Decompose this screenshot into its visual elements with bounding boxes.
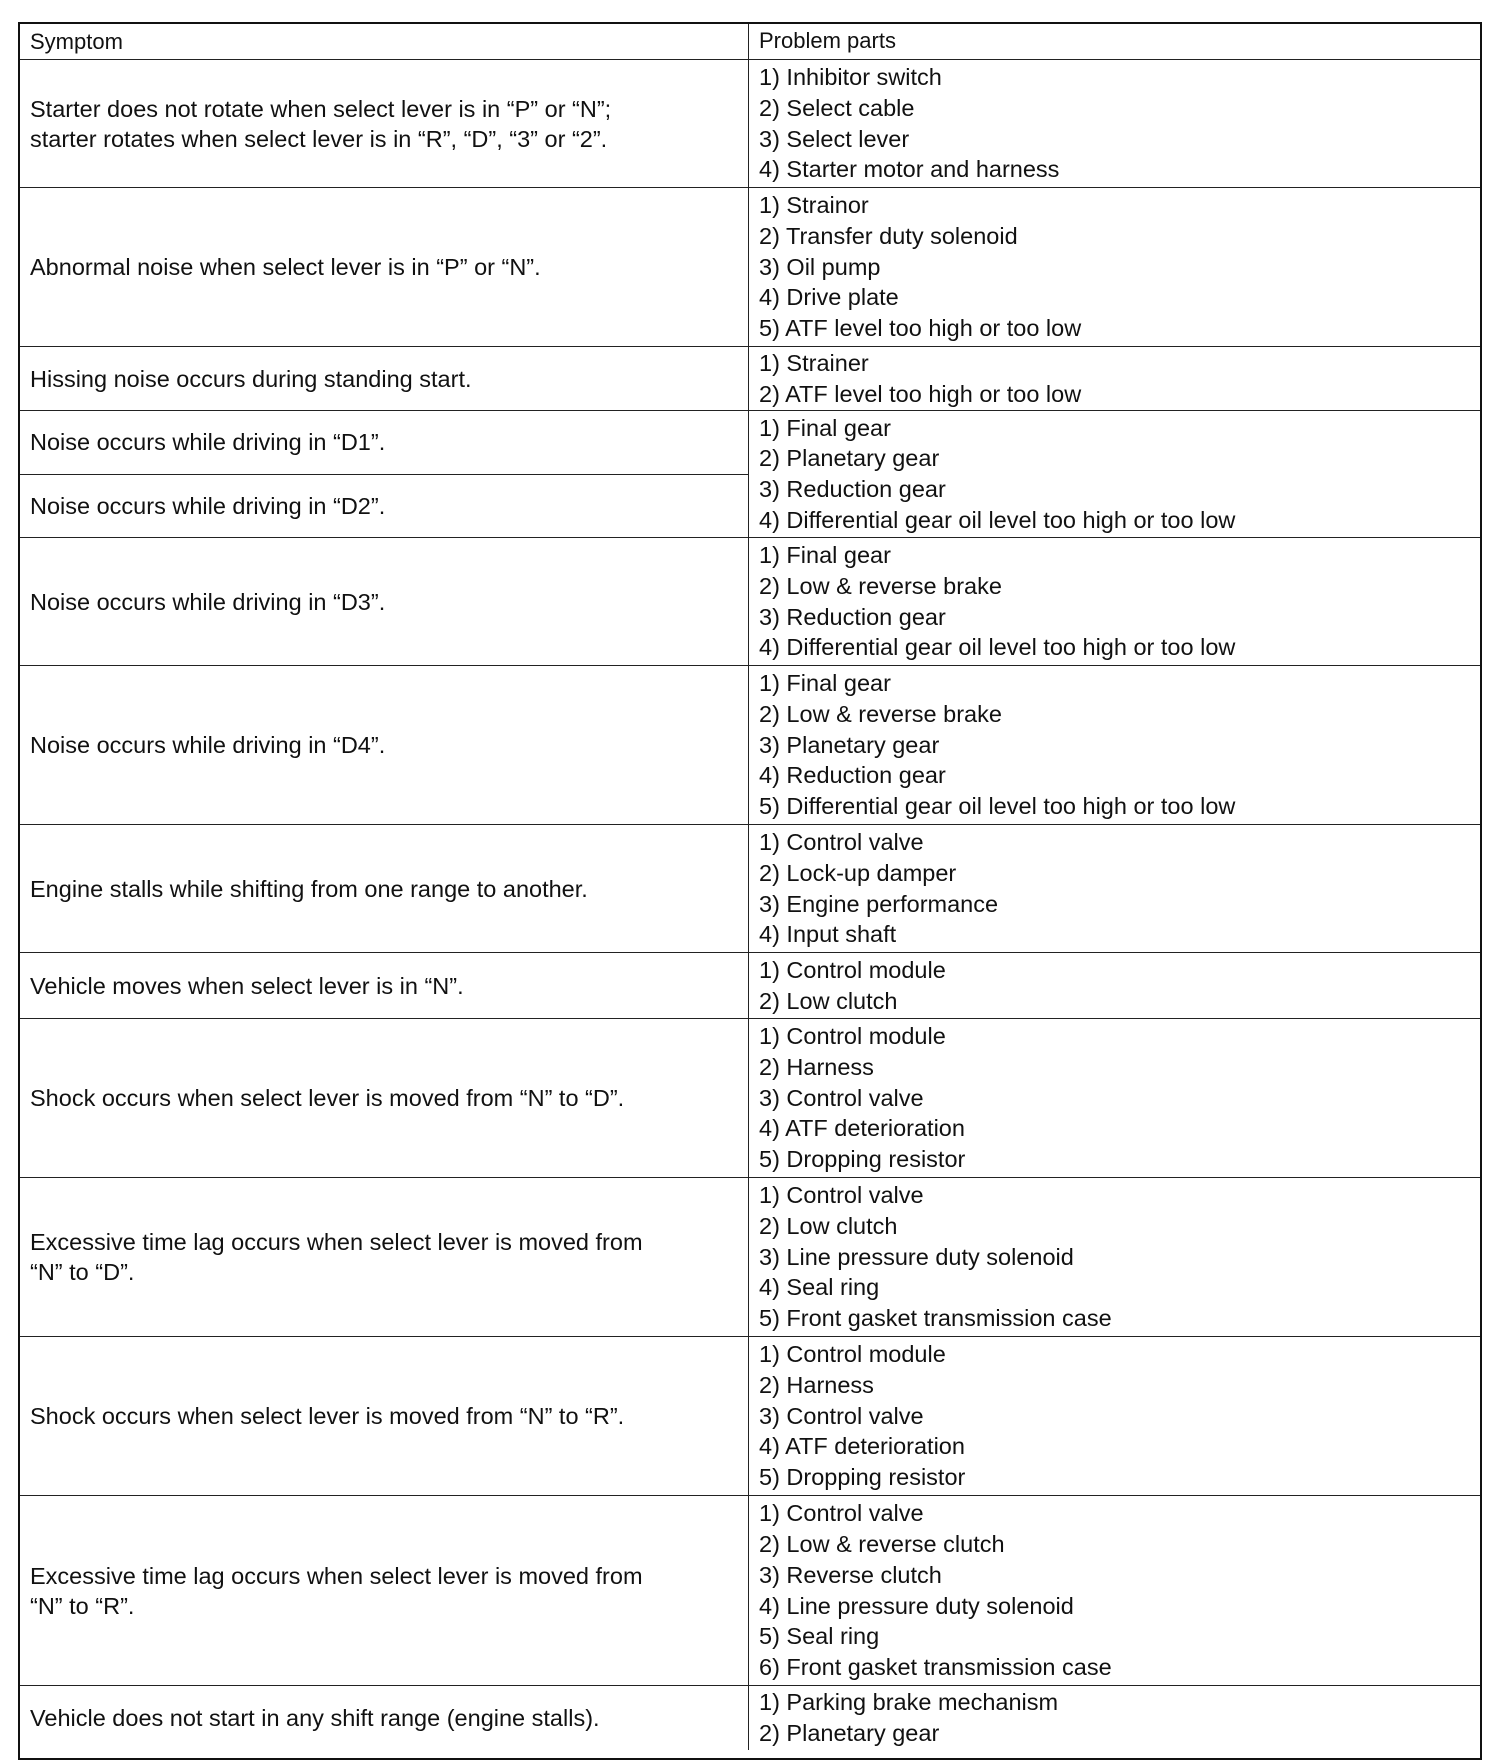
troubleshooting-table xyxy=(18,22,1482,1760)
problem-part-item: 4) Seal ring xyxy=(759,1274,880,1301)
problem-part-item: 2) Select cable xyxy=(759,94,915,121)
table-row xyxy=(20,188,1480,347)
problem-part-item: 1) Final gear xyxy=(759,670,891,697)
problem-parts-cell xyxy=(749,411,1480,537)
symptom-text: Noise occurs while driving in “D2”. xyxy=(20,474,748,538)
table-row xyxy=(20,1496,1480,1686)
header-problem-parts: Problem parts xyxy=(759,28,896,54)
table-row xyxy=(20,60,1480,188)
header-symptom-cell xyxy=(20,24,749,59)
symptom-cell xyxy=(20,411,749,537)
problem-part-item: 5) Seal ring xyxy=(759,1623,880,1650)
problem-part-item: 1) Control module xyxy=(759,956,946,983)
table-row xyxy=(20,666,1480,825)
problem-part-item: 2) Harness xyxy=(759,1371,874,1398)
problem-parts-cell xyxy=(749,1178,1480,1336)
problem-parts-cell xyxy=(749,188,1480,346)
problem-part-item: 5) Dropping resistor xyxy=(759,1464,966,1491)
symptom-text: Vehicle moves when select lever is in “N”. xyxy=(30,972,464,999)
problem-part-item: 1) Control valve xyxy=(759,1500,924,1527)
symptom-cell xyxy=(20,825,749,952)
problem-part-item: 2) Transfer duty solenoid xyxy=(759,222,1018,249)
symptom-cell xyxy=(20,538,749,665)
problem-parts-cell xyxy=(749,1019,1480,1177)
problem-part-item: 5) ATF level too high or too low xyxy=(759,315,1082,342)
symptom-text: Hissing noise occurs during standing start. xyxy=(30,365,472,392)
symptom-text: Excessive time lag occurs when select lever is moved from “N” to “D”. xyxy=(30,1229,643,1285)
problem-part-item: 2) Lock-up damper xyxy=(759,859,957,886)
problem-parts-cell xyxy=(749,953,1480,1018)
problem-parts-cell xyxy=(749,666,1480,824)
header-row xyxy=(20,24,1480,60)
symptom-text: Excessive time lag occurs when select lever is moved from “N” to “R”. xyxy=(30,1562,643,1619)
problem-part-item: 4) Starter motor and harness xyxy=(759,156,1060,183)
problem-part-item: 4) Line pressure duty solenoid xyxy=(759,1592,1074,1619)
problem-part-item: 2) Low & reverse brake xyxy=(759,700,1002,727)
problem-parts-cell xyxy=(749,60,1480,187)
problem-part-item: 1) Final gear xyxy=(759,414,891,441)
problem-part-item: 2) Low clutch xyxy=(759,1212,898,1239)
problem-part-item: 2) Harness xyxy=(759,1053,874,1080)
problem-part-item: 3) Control valve xyxy=(759,1402,924,1429)
problem-part-item: 2) Planetary gear xyxy=(759,445,940,472)
problem-part-item: 1) Final gear xyxy=(759,542,891,569)
problem-parts-cell xyxy=(749,1337,1480,1495)
symptom-cell xyxy=(20,1337,749,1495)
table-row xyxy=(20,825,1480,953)
problem-part-item: 4) Differential gear oil level too high or too low xyxy=(759,634,1236,661)
symptom-text: Engine stalls while shifting from one range to another. xyxy=(30,875,588,902)
problem-part-item: 3) Select lever xyxy=(759,125,910,152)
symptom-cell xyxy=(20,953,749,1018)
table-row xyxy=(20,538,1480,666)
symptom-cell xyxy=(20,666,749,824)
symptom-cell xyxy=(20,1178,749,1336)
problem-part-item: 4) ATF deterioration xyxy=(759,1115,965,1142)
problem-part-item: 5) Front gasket transmission case xyxy=(759,1305,1112,1332)
symptom-text: Shock occurs when select lever is moved from “N” to “R”. xyxy=(30,1403,625,1429)
table-row xyxy=(20,1686,1480,1750)
symptom-cell xyxy=(20,347,749,410)
problem-part-item: 3) Engine performance xyxy=(759,890,999,917)
problem-part-item: 4) Drive plate xyxy=(759,284,899,311)
problem-parts-cell xyxy=(749,347,1480,410)
problem-parts-cell xyxy=(749,1496,1480,1685)
symptom-text: Noise occurs while driving in “D3”. xyxy=(30,588,386,615)
symptom-text: Shock occurs when select lever is moved from “N” to “D”. xyxy=(30,1085,625,1111)
table-row xyxy=(20,1337,1480,1496)
problem-part-item: 1) Strainor xyxy=(759,192,869,219)
problem-part-item: 3) Reduction gear xyxy=(759,476,946,502)
symptom-text: Noise occurs while driving in “D4”. xyxy=(30,732,386,758)
symptom-cell xyxy=(20,188,749,346)
table-row xyxy=(20,953,1480,1019)
problem-part-item: 2) ATF level too high or too low xyxy=(759,380,1082,407)
problem-part-item: 4) Input shaft xyxy=(759,921,897,948)
symptom-cell xyxy=(20,1686,749,1750)
problem-part-item: 1) Parking brake mechanism xyxy=(759,1689,1059,1716)
problem-part-item: 2) Low & reverse clutch xyxy=(759,1531,1005,1558)
table-row xyxy=(20,1019,1480,1178)
problem-part-item: 1) Control module xyxy=(759,1341,946,1368)
problem-part-item: 2) Low & reverse brake xyxy=(759,572,1002,599)
problem-parts-cell xyxy=(749,538,1480,665)
problem-part-item: 6) Front gasket transmission case xyxy=(759,1653,1112,1680)
problem-part-item: 3) Line pressure duty solenoid xyxy=(759,1243,1074,1270)
problem-part-item: 1) Control valve xyxy=(759,1182,924,1209)
header-symptom: Symptom xyxy=(30,28,123,54)
problem-parts-cell xyxy=(749,825,1480,952)
problem-part-item: 2) Low clutch xyxy=(759,987,898,1014)
problem-part-item: 5) Differential gear oil level too high or too low xyxy=(759,793,1236,820)
table-row xyxy=(20,411,1480,538)
problem-part-item: 2) Planetary gear xyxy=(759,1720,940,1746)
problem-parts-cell xyxy=(749,1686,1480,1750)
symptom-text: Abnormal noise when select lever is in “P” or “N”. xyxy=(30,254,541,280)
problem-part-item: 3) Reverse clutch xyxy=(759,1561,942,1588)
problem-part-item: 4) ATF deterioration xyxy=(759,1433,965,1460)
problem-part-item: 4) Reduction gear xyxy=(759,762,946,789)
problem-part-item: 3) Planetary gear xyxy=(759,731,940,758)
problem-part-item: 1) Inhibitor switch xyxy=(759,64,942,91)
problem-part-item: 3) Control valve xyxy=(759,1084,924,1111)
table-row xyxy=(20,347,1480,411)
problem-part-item: 3) Oil pump xyxy=(759,253,881,280)
symptom-text: Starter does not rotate when select lever is in “P” or “N”; starter rotates when select lever is in “R”, “D”, “3” or “2”. xyxy=(30,95,612,152)
symptom-cell xyxy=(20,1496,749,1685)
problem-part-item: 1) Control valve xyxy=(759,829,924,856)
symptom-cell xyxy=(20,60,749,187)
problem-part-item: 1) Control module xyxy=(759,1023,946,1050)
problem-part-item: 1) Strainer xyxy=(759,349,869,376)
symptom-cell xyxy=(20,1019,749,1177)
symptom-text: Noise occurs while driving in “D1”. xyxy=(30,429,386,456)
table-body xyxy=(20,60,1480,1750)
problem-part-item: 5) Dropping resistor xyxy=(759,1146,966,1173)
symptom-text: Vehicle does not start in any shift range (engine stalls). xyxy=(30,1705,600,1731)
table-row xyxy=(20,1178,1480,1337)
problem-part-item: 3) Reduction gear xyxy=(759,603,946,630)
problem-part-item: 4) Differential gear oil level too high or too low xyxy=(759,506,1236,533)
